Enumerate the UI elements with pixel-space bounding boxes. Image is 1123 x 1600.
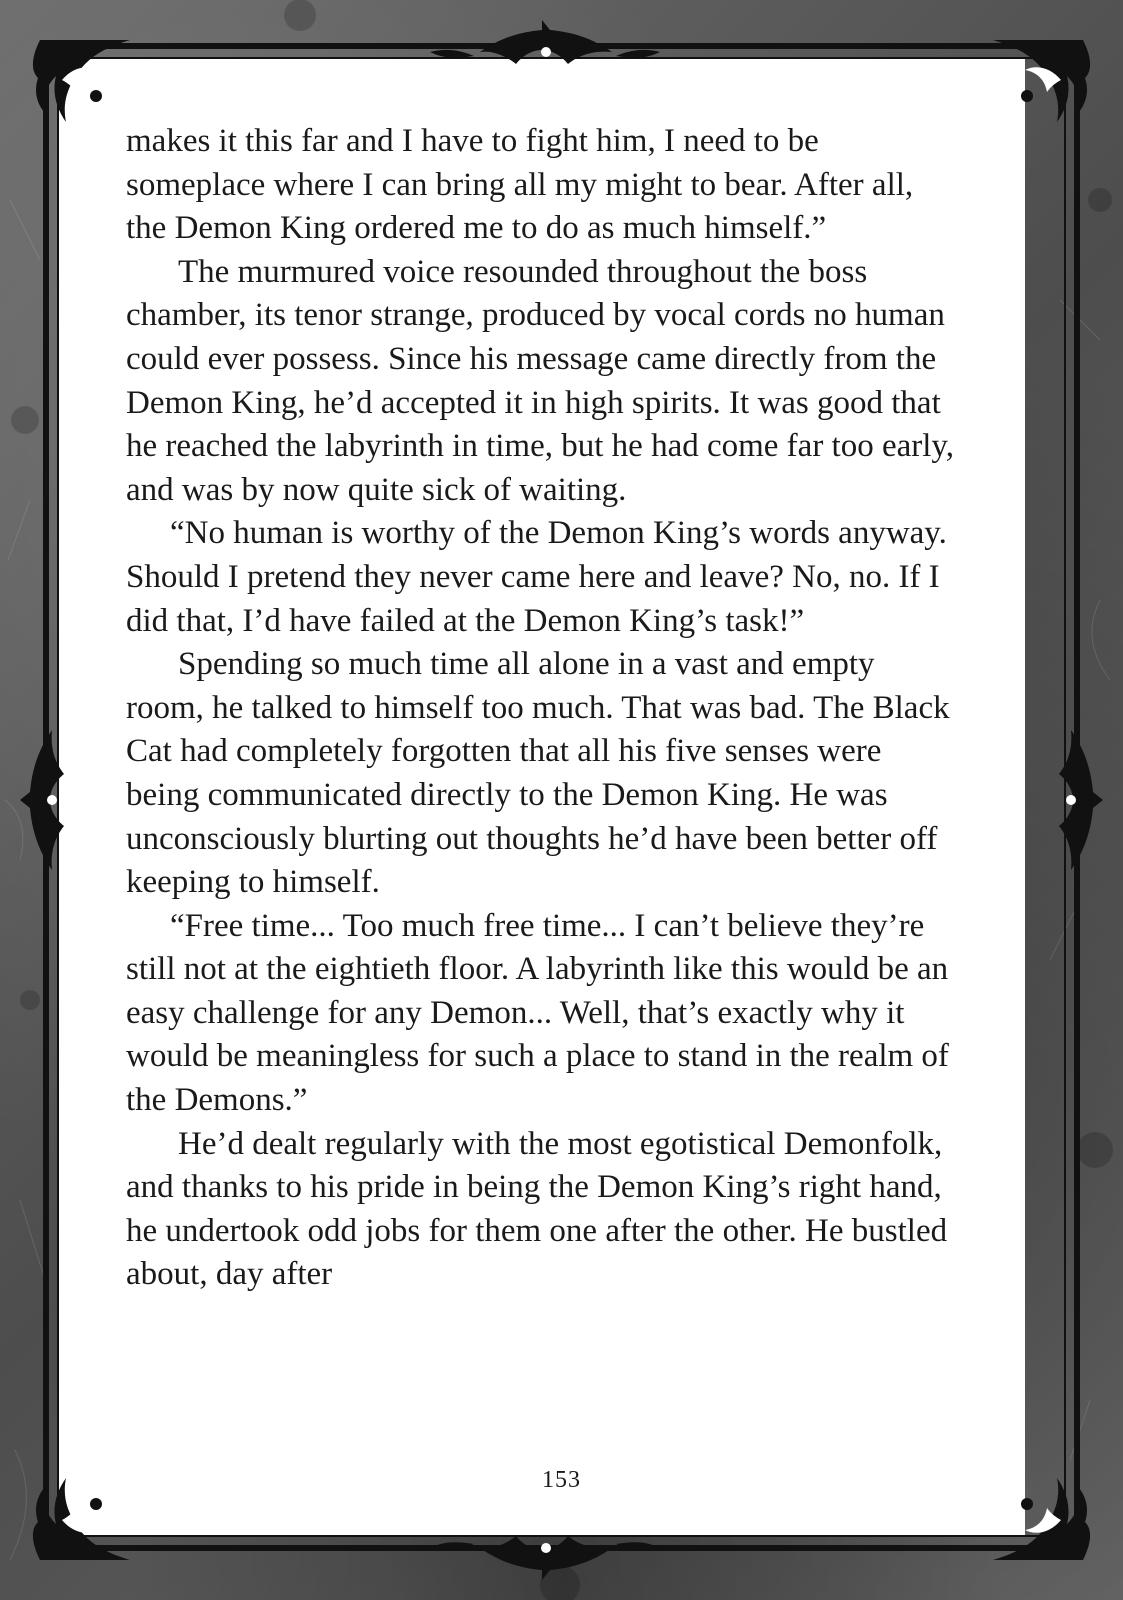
paragraph-5: “Free time... Too much free time... I can’t believe they’re still not at the eightieth floor. A labyrinth like this would be an easy challenge for any Demon... Well, that’s exactly why it would be meaningless for such a place to stand in the realm of the Demons.”: [126, 907, 949, 1119]
paragraph-1: makes it this far and I have to fight him, I need to be someplace where I can bring all my might to bear. After all, the Demon King ordered me to do as much himself.”: [126, 123, 914, 247]
body-text: [126, 120, 956, 1297]
paragraph-2: The murmured voice resounded throughout the boss chamber, its tenor strange, produced by vocal cords no human could ever possess. Since his message came directly from the Demon King, he’d accepted it in high spirits. It was good that he reached the labyrinth in time, but he had come far too early, and was by now quite sick of waiting.: [126, 253, 955, 508]
page-number: 153: [542, 1467, 581, 1493]
bottom-center-ornament: [430, 1536, 660, 1580]
paragraph-3: “No human is worthy of the Demon King’s words anyway. Should I pretend they never came here and leave? No, no. If I did that, I’d have failed at the Demon King’s task!”: [126, 515, 947, 639]
paragraph-4: Spending so much time all alone in a vast and empty room, he talked to himself too much. That was bad. The Black Cat had completely forgotten that all his five senses were being communicated directly to the Demon King. He was unconsciously blurting out thoughts he’d have been better off keeping to himself.: [126, 646, 950, 901]
paragraph-6: He’d dealt regularly with the most egotistical Demonfolk, and thanks to his pride in being the Demon King’s right hand, he undertook odd jobs for them one after the other. He bustled about, day after: [126, 1125, 948, 1293]
right-side-ornament: [1059, 730, 1103, 870]
